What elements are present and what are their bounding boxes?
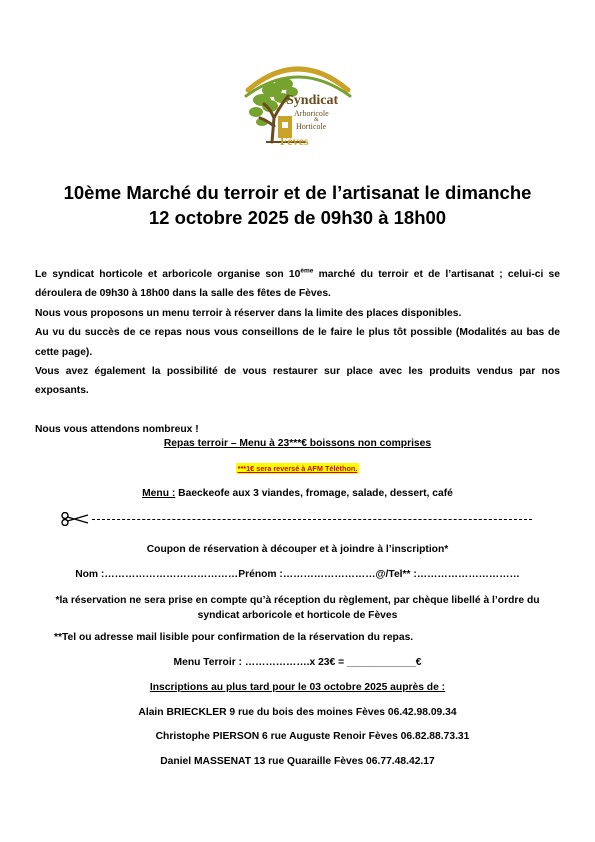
- logo-arboricole-text: Arboricole: [294, 109, 329, 118]
- page-title: [0, 180, 595, 230]
- contact-1: Alain BRIECKLER 9 rue du bois des moines Fèves 06.42.98.09.34: [138, 707, 457, 718]
- logo-feves-text: Fèves: [280, 134, 309, 148]
- intro-paragraph-3: Au vu du succès de ce repas nous vous conseillons de le faire le plus tôt possible (Modalités au bas de cette page).: [35, 327, 560, 358]
- logo-syndicat-text: Syndicat: [286, 93, 339, 108]
- cut-line: [60, 512, 532, 526]
- scissors-icon: [60, 512, 90, 526]
- intro-paragraph-5: Nous vous attendons nombreux !: [35, 423, 199, 435]
- telethon-note-wrapper: [0, 463, 595, 474]
- contact-2: Christophe PIERSON 6 rue Auguste Renoir Fèves 06.82.88.73.31: [155, 731, 470, 742]
- repas-heading: Repas terroir – Menu à 23***€ boissons non comprises: [163, 438, 432, 449]
- intro-p1-sup: ème: [300, 267, 314, 275]
- intro-p1-part-a: Le syndicat horticole et arboricole organise son 10: [35, 269, 301, 280]
- logo-horticole-text: Horticole: [296, 122, 327, 131]
- cut-dashes: [92, 519, 532, 520]
- coupon-fields: Nom :…………………………………Prénom :………………………@/Tel** :…………………………: [75, 569, 520, 580]
- coupon-heading: Coupon de réservation à découper et à joindre à l’inscription*: [146, 544, 449, 555]
- deadline-heading: Inscriptions au plus tard pour le 03 octobre 2025 auprès de :: [149, 682, 446, 693]
- coupon-note-1-line-1: *la réservation ne sera prise en compte qu’à réception du règlement, par chèque libellé à l’ordre du: [55, 595, 540, 606]
- intro-paragraph-1: [35, 265, 560, 304]
- menu-label: Menu :: [142, 488, 176, 499]
- coupon-note-2: **Tel ou adresse mail lisible pour confirmation de la réservation du repas.: [54, 632, 414, 643]
- menu-text: Baeckeofe aux 3 viandes, fromage, salade, dessert, café: [175, 488, 453, 499]
- title-line-1: 10ème Marché du terroir et de l’artisanat le dimanche: [63, 182, 532, 203]
- telethon-note: ***1€ sera reversé à AFM Téléthon.: [237, 464, 358, 473]
- intro-paragraph-2: Nous vous proposons un menu terroir à réserver dans la limite des places disponibles.: [35, 307, 462, 319]
- syndicat-logo: [242, 56, 354, 152]
- menu-terroir-line: Menu Terroir : ……………….x 23€ = ____________€: [173, 657, 422, 668]
- contact-3: Daniel MASSENAT 13 rue Quaraille Fèves 06.77.48.42.17: [160, 756, 435, 767]
- coupon-note-1-line-2: syndicat arboricole et horticole de Fèves: [197, 610, 398, 621]
- title-line-2: 12 octobre 2025 de 09h30 à 18h00: [148, 207, 447, 228]
- intro-p1-part-b: marché du terroir et de l’artisanat ; celui-ci se déroulera de 09h30 à 18h00 dans la salle des fêtes de Fèves.: [35, 269, 561, 300]
- menu-line: [0, 488, 595, 499]
- intro-text: [35, 265, 560, 439]
- logo-ampersand-text: &: [314, 117, 319, 123]
- coupon-note-1: [0, 593, 595, 623]
- intro-paragraph-4: Vous avez également la possibilité de vous restaurer sur place avec les produits vendus par nos exposants.: [35, 366, 560, 397]
